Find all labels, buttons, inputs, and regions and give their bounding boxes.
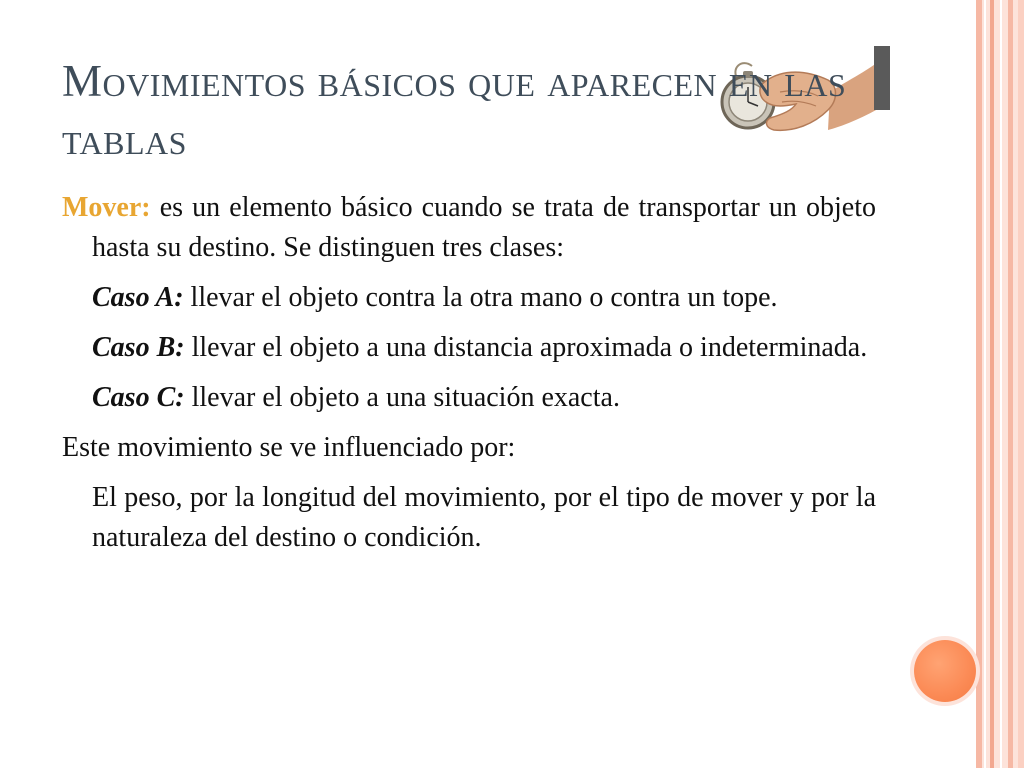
stripe <box>1000 0 1002 768</box>
stripe <box>990 0 994 768</box>
influence-intro: Este movimiento se ve influenciado por: <box>62 432 516 463</box>
stripe <box>976 0 982 768</box>
decorative-side-stripes <box>976 0 1024 768</box>
case-c-text: llevar el objeto a una situación exacta. <box>191 382 620 413</box>
case-a-label: Caso A: <box>92 282 184 313</box>
case-b-label: Caso B: <box>92 332 185 363</box>
influence-detail: El peso, por la longitud del movimiento, por el tipo de mover y por la naturaleza del destino o condición. <box>92 482 876 553</box>
stripe <box>984 0 986 768</box>
case-a-text: llevar el objeto contra la otra mano o contra un tope. <box>190 282 778 313</box>
case-b-text: llevar el objeto a una distancia aproximada o indeterminada. <box>191 332 868 363</box>
decorative-orange-circle <box>914 640 976 702</box>
mover-paragraph <box>62 188 876 268</box>
slide-body <box>62 188 876 568</box>
case-b-item <box>62 328 876 368</box>
stripe <box>1008 0 1013 768</box>
case-c-label: Caso C: <box>92 382 185 413</box>
case-a-item <box>62 278 876 318</box>
case-c-item <box>62 378 876 418</box>
mover-text: es un elemento básico cuando se trata de transportar un objeto hasta su destino. Se distinguen tres clases: <box>92 192 877 263</box>
stripe <box>1018 0 1024 768</box>
mover-label: Mover: <box>62 192 151 223</box>
slide-title: Movimientos básicos que aparecen en las tablas <box>62 56 847 164</box>
